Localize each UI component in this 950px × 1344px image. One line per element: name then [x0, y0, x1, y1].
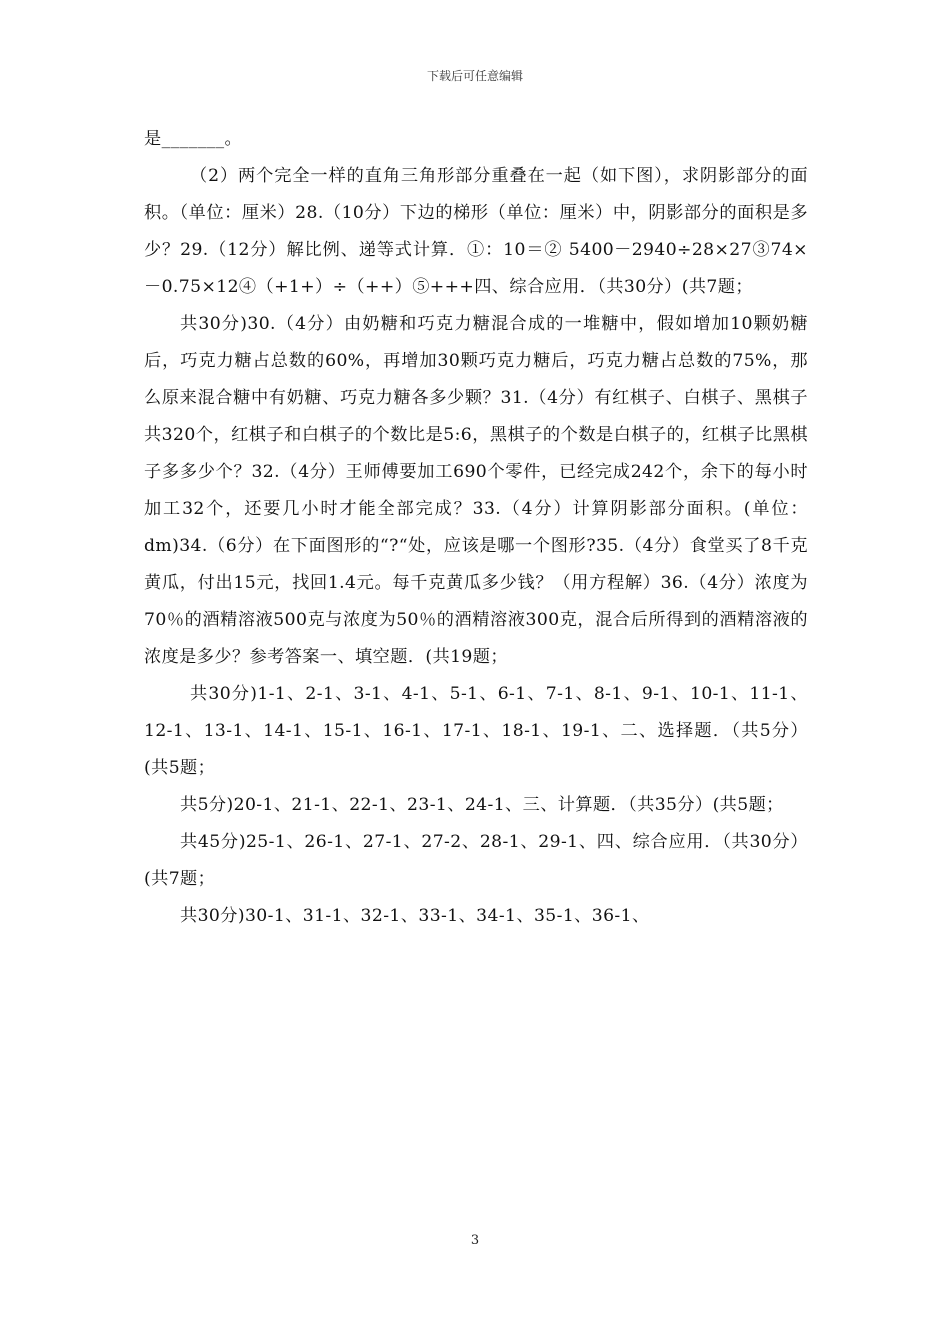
paragraph-answers-application: 共30分)30-1、31-1、32-1、33-1、34-1、35-1、36-1、: [180, 906, 650, 926]
paragraph-answers-choice: 共5分)20-1、21-1、22-1、23-1、24-1、三、计算题．（共35分）(共5题；: [180, 795, 784, 815]
page-number: 3: [470, 1233, 480, 1248]
paragraph-continuation: 是_______。: [144, 129, 243, 149]
paragraph-answers-fill-in: 共30分)1-1、2-1、3-1、4-1、5-1、6-1、7-1、8-1、9-1、10-1、11-1、12-1、13-1、14-1、15-1、16-1、17-1、18-1、19-1、二、选择题．（共5分）(共5题；: [144, 684, 808, 778]
document-body: [144, 121, 808, 935]
paragraph-questions-30-36: 共30分)30.（4分）由奶糖和巧克力糖混合成的一堆糖中，假如增加10颗奶糖后，巧克力糖占总数的60%，再增加30颗巧克力糖后，巧克力糖占总数的75%，那么原来混合糖中有奶糖、巧克力糖各多少颗？31.（4分）有红棋子、白棋子、黑棋子共320个，红棋子和白棋子的个数比是5:6，黑棋子的个数是白棋子的，红棋子比黑棋子多多少个？32.（4分）王师傅要加工690个零件，已经完成242个，余下的每小时加工32个，还要几小时才能全部完成？33.（4分）计算阴影部分面积。(单位：dm)34.（6分）在下面图形的“?“处，应该是哪一个图形?35.（4分）食堂买了8千克黄瓜，付出15元，找回1.4元。每千克黄瓜多少钱？（用方程解）36.（4分）浓度为70％的酒精溶液500克与浓度为50％的酒精溶液300克，混合后所得到的酒精溶液的浓度是多少？参考答案一、填空题．(共19题；: [144, 314, 808, 667]
paragraph-questions-27-29: （2）两个完全一样的直角三角形部分重叠在一起（如下图），求阴影部分的面积。（单位：厘米）28.（10分）下边的梯形（单位：厘米）中，阴影部分的面积是多少？29.（12分）解比例、递等式计算．①：10＝② 5400－2940÷28×27③74×－0.75×12④（+1+）÷（++）⑤+++四、综合应用．（共30分）(共7题；: [144, 166, 808, 297]
paragraph-answers-calculation: 共45分)25-1、26-1、27-1、27-2、28-1、29-1、四、综合应用．（共30分）(共7题；: [144, 832, 808, 889]
page-header: 下载后可任意编辑: [426, 69, 523, 83]
